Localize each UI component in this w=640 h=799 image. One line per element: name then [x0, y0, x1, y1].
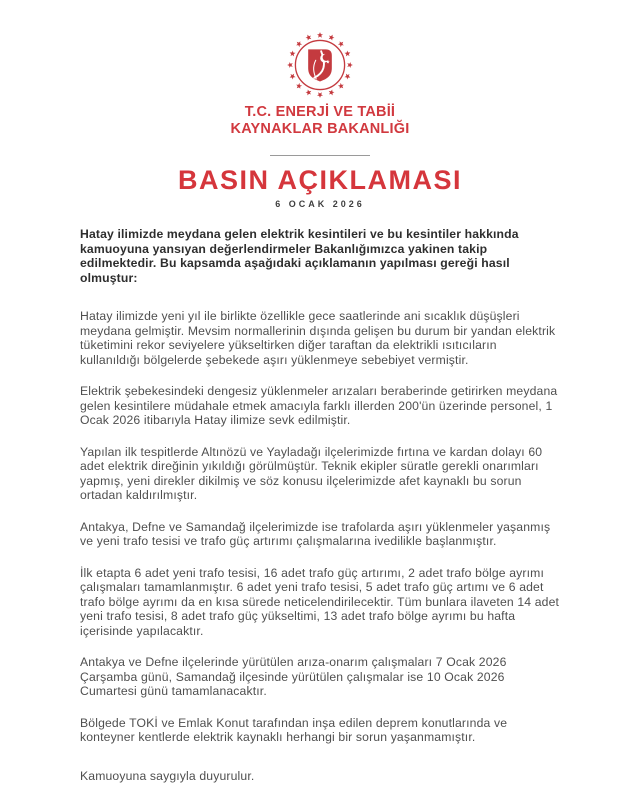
body-paragraph: Antakya, Defne ve Samandağ ilçelerimizde ise trafolarda aşırı yüklenmeler yaşanmış ve yeni trafo tesisi ve trafo güç artırımı çalışmalarına ivedilikle başlanmıştır. — [80, 519, 551, 548]
ministry-emblem-icon — [285, 30, 355, 100]
body-paragraph: Yapılan ilk tespitlerde Altınözü ve Yayladağı ilçelerimizde fırtına ve kardan dolayı 60 adet elektrik direğinin yıkıldığı görülmüştür. Teknik ekipler süratle gerekli onarımları yapmış, yeni direkler dikilmiş ve söz konusu ilçelerimizde afet kaynaklı bu sorun ortadan kaldırılmıştır. — [80, 444, 543, 502]
intro-paragraph: Hatay ilimizde meydana gelen elektrik kesintileri ve bu kesintiler hakkında kamuoyuna yansıyan değerlendirmeler Bakanlığımızca yakinen takip edilmektedir. Bu kapsamda aşağıdaki açıklamanın yapılması gereği hasıl olmuştur: — [80, 227, 519, 285]
press-release-header — [0, 0, 640, 209]
shield-crescent-emblem — [308, 49, 332, 81]
release-date: 6 OCAK 2026 — [275, 199, 365, 209]
body-paragraph: Elektrik şebekesindeki dengesiz yüklenmeler arızaları beraberinde getirirken meydana gelen kesintilere müdahale etmek amacıyla farklı illerden 200'ün üzerinde personel, 1 Ocak 2026 itibarıyla Hatay ilimize sevk edilmiştir. — [80, 384, 558, 427]
closing-paragraph: Kamuoyuna saygıyla duyurulur. — [80, 768, 255, 783]
body-paragraph: Bölgede TOKİ ve Emlak Konut tarafından inşa edilen deprem konutlarında ve konteyner kentlerde elektrik kaynaklı herhangi bir sorun yaşanmamıştır. — [80, 715, 508, 744]
page-title: BASIN AÇIKLAMASI — [178, 165, 462, 195]
ministry-name-line2: KAYNAKLAR BAKANLIĞI — [230, 120, 410, 137]
body-paragraph: İlk etapta 6 adet yeni trafo tesisi, 16 adet trafo güç artırımı, 2 adet trafo bölge ayrımı çalışmaları tamamlanmıştır. 6 adet yeni trafo tesisi, 5 adet trafo güç artımı ve 6 adet trafo bölge ayrımı da en kısa sürede neticelendirilecektir. Tüm bunlara ilaveten 14 adet yeni trafo tesisi, 8 adet trafo güç yükseltimi, 13 adet trafo bölge ayrımı bu hafta içerisinde yapılacaktır. — [80, 565, 560, 638]
ministry-name — [231, 104, 410, 137]
header-divider — [270, 155, 370, 156]
body-paragraph: Antakya ve Defne ilçelerinde yürütülen arıza-onarım çalışmaları 7 Ocak 2026 Çarşamba günü, Samandağ ilçesinde yürütülen çalışmalar ise 10 Ocak 2026 Cumartesi günü tamamlanacaktır. — [80, 655, 507, 698]
press-release-body — [80, 227, 560, 783]
ministry-name-line1: T.C. ENERJİ VE TABİİ — [244, 104, 396, 120]
body-paragraph: Hatay ilimizde yeni yıl ile birlikte özellikle gece saatlerinde ani sıcaklık düşüşleri meydana gelmiştir. Mevsim normallerinin dışında gelişen bu durum bir yandan elektrik tüketimini rekor seviyelere yükseltirken diğer taraftan da elektrikli ısıtıcıların kullanıldığı bölgelerde şebekede aşırı yüklenmeye sebebiyet vermiştir. — [80, 309, 556, 367]
